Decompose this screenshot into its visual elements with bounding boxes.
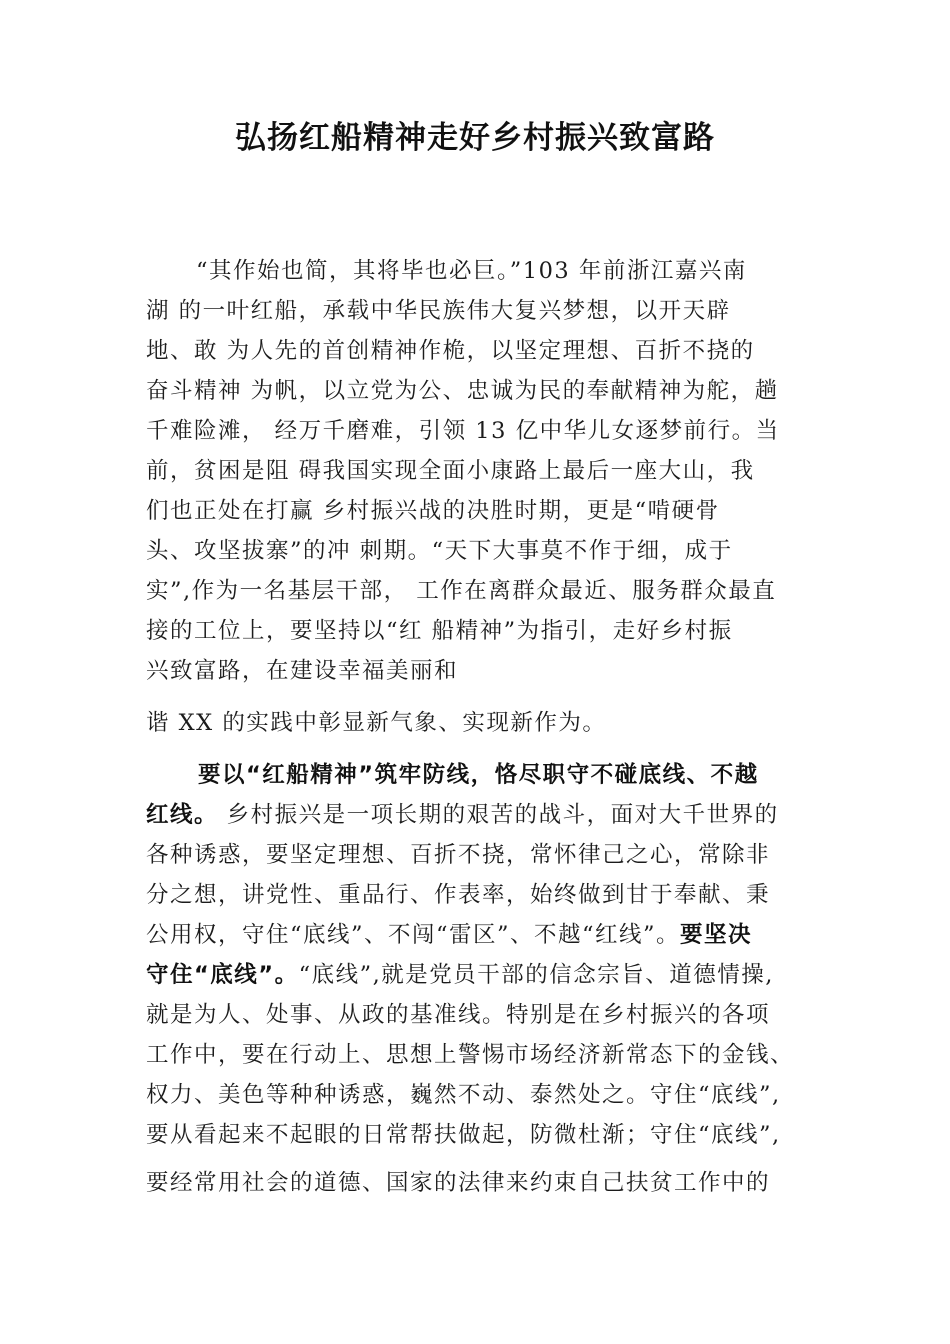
paragraph-2-text: 公用权，守住“底线”、不闯“雷区”、不越“红线”。 <box>146 922 681 948</box>
paragraph-1-line: 头、攻坚拔寨”的冲 刺期。“天下大事莫不作于细，成于 <box>146 538 733 564</box>
paragraph-2-subheading: 要坚决 <box>680 922 753 948</box>
paragraph-2-text: “底线”,就是党员干部的信念宗旨、道德情操, <box>298 962 774 988</box>
paragraph-1-line: 接的工位上，要坚持以“红 船精神”为指引，走好乡村振 <box>146 618 733 644</box>
paragraph-1-line: “其作始也简，其将毕也必巨。”103 年前浙江嘉兴南 <box>196 258 747 284</box>
paragraph-1-line: 谐 XX 的实践中彰显新气象、实现新作为。 <box>146 710 607 736</box>
paragraph-1-line: 前，贫困是阻 碍我国实现全面小康路上最后一座大山，我 <box>146 458 755 484</box>
paragraph-2-line <box>146 800 779 830</box>
paragraph-2-line <box>146 960 774 990</box>
paragraph-2-heading: 要以“红船精神”筑牢防线，恪尽职守不碰底线、不越 <box>198 762 759 788</box>
document-title: 弘扬红船精神走好乡村振兴致富路 <box>235 120 715 156</box>
paragraph-2-line: 要从看起来不起眼的日常帮扶做起，防微杜渐；守住“底线”, <box>146 1122 781 1148</box>
paragraph-1-line: 千难险滩， 经万千磨难，引领 13 亿中华儿女逐梦前行。当 <box>146 418 780 444</box>
paragraph-1-line: 地、敢 为人先的首创精神作桅，以坚定理想、百折不挠的 <box>146 338 755 364</box>
paragraph-2-line <box>146 920 752 950</box>
paragraph-2-subheading-end: 守住“底线”。 <box>146 962 299 988</box>
paragraph-2-text: 乡村振兴是一项长期的艰苦的战斗，面对大千世界的 <box>218 802 779 828</box>
paragraph-2-heading-end: 红线。 <box>146 802 219 828</box>
paragraph-1-line: 湖 的一叶红船，承载中华民族伟大复兴梦想，以开天辟 <box>146 298 731 324</box>
paragraph-2-line: 工作中，要在行动上、思想上警惕市场经济新常态下的金钱、 <box>146 1042 795 1068</box>
paragraph-1-line: 实”,作为一名基层干部， 工作在离群众最近、服务群众最直 <box>146 578 777 604</box>
paragraph-1-line: 们也正处在打赢 乡村振兴战的决胜时期，更是“啃硬骨 <box>146 498 720 524</box>
paragraph-2-line: 各种诱惑，要坚定理想、百折不挠，常怀律己之心，常除非 <box>146 842 771 868</box>
paragraph-2-line: 分之想，讲党性、重品行、作表率，始终做到甘于奉献、秉 <box>146 882 771 908</box>
paragraph-2-line: 权力、美色等种种诱惑，巍然不动、泰然处之。守住“底线”, <box>146 1082 781 1108</box>
paragraph-1-line: 兴致富路，在建设幸福美丽和 <box>146 658 459 684</box>
paragraph-1-line: 奋斗精神 为帆，以立党为公、忠诚为民的奉献精神为舵，趟 <box>146 378 779 404</box>
paragraph-2-line: 要经常用社会的道德、国家的法律来约束自己扶贫工作中的 <box>146 1170 771 1196</box>
paragraph-2-line: 就是为人、处事、从政的基准线。特别是在乡村振兴的各项 <box>146 1002 771 1028</box>
